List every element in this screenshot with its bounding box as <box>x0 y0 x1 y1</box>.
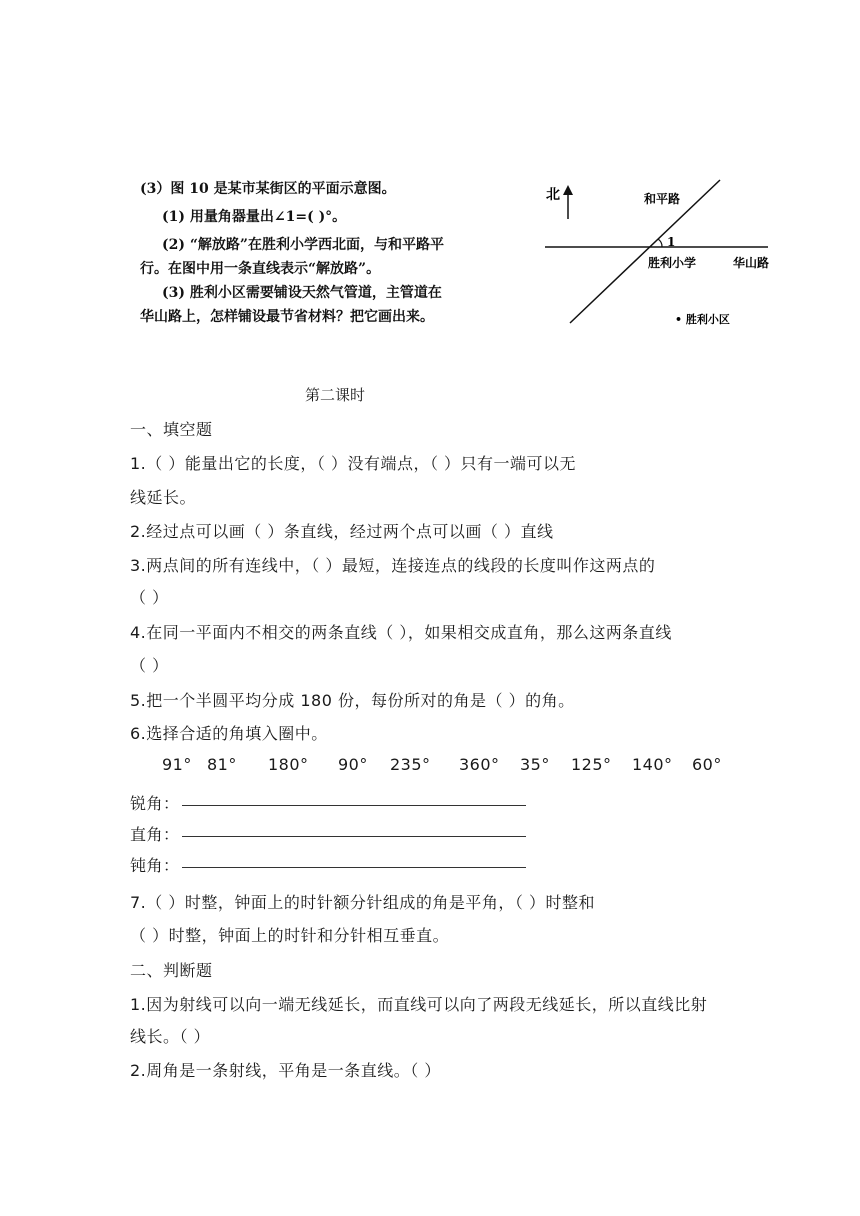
lesson-title: 第二课时 <box>305 386 366 404</box>
obtuse-label: 钝角： <box>130 856 180 875</box>
scan-line-4: 行。在图中用一条直线表示“解放路”。 <box>140 261 381 277</box>
community-label: • 胜利小区 <box>675 313 730 326</box>
huashan-road-label: 华山路 <box>733 256 770 270</box>
s1-q4-line2: （ ） <box>130 656 169 675</box>
scan-line-3: (2) “解放路”在胜利小学西北面，与和平路平 <box>162 237 444 253</box>
s1-q2: 2.经过点可以画（ ）条直线，经过两个点可以画（ ）直线 <box>130 522 554 541</box>
acute-label: 锐角： <box>130 794 180 813</box>
road-heping-label: 和平路 <box>644 192 681 206</box>
right-answer-blank[interactable] <box>182 835 526 837</box>
s1-q1-line1: 1.（ ）能量出它的长度，（ ）没有端点，（ ）只有一端可以无 <box>130 454 577 473</box>
school-label: 胜利小学 <box>648 256 697 270</box>
angle-option: 91° <box>162 755 192 774</box>
angle-option: 360° <box>459 755 500 774</box>
s2-q1-line1: 1.因为射线可以向一端无线延长，而直线可以向了两段无线延长，所以直线比射 <box>130 995 708 1014</box>
s1-q6: 6.选择合适的角填入圈中。 <box>130 724 328 743</box>
angle-option: 235° <box>390 755 431 774</box>
s1-q5: 5.把一个半圆平均分成 180 份，每份所对的角是（ ）的角。 <box>130 691 575 710</box>
s1-q3-line2: （ ） <box>130 588 169 607</box>
scan-line-5: (3) 胜利小区需要铺设天然气管道，主管道在 <box>162 285 442 301</box>
s1-q7-line2: （ ）时整，钟面上的时针和分针相互垂直。 <box>130 926 450 945</box>
angle-option: 140° <box>632 755 673 774</box>
scan-line-2: (1) 用量角器量出∠1=( )°。 <box>162 209 347 225</box>
right-label: 直角： <box>130 825 180 844</box>
north-arrow-icon <box>563 185 573 195</box>
scan-line-6: 华山路上，怎样铺设最节省材料？把它画出来。 <box>140 309 434 325</box>
obtuse-answer-blank[interactable] <box>182 866 526 868</box>
acute-answer-blank[interactable] <box>182 804 526 806</box>
angle-option: 180° <box>268 755 309 774</box>
obtuse-answer-row <box>130 853 526 876</box>
section1-heading: 一、填空题 <box>130 420 213 439</box>
acute-answer-row <box>130 791 526 814</box>
angle-option: 81° <box>207 755 237 774</box>
s2-q2: 2.周角是一条射线，平角是一条直线。（ ） <box>130 1061 441 1080</box>
angle-option: 90° <box>338 755 368 774</box>
scan-line-1: (3）图 10 是某市某街区的平面示意图。 <box>140 181 396 197</box>
section2-heading: 二、判断题 <box>130 961 213 980</box>
s1-q1-line2: 线延长。 <box>130 488 197 507</box>
s2-q1-line2: 线长。（ ） <box>130 1027 211 1046</box>
angle-arc <box>658 239 662 247</box>
s1-q3-line1: 3.两点间的所有连线中，（ ）最短，连接连点的线段的长度叫作这两点的 <box>130 556 656 575</box>
angle-label: 1 <box>667 235 676 249</box>
s1-q4-line1: 4.在同一平面内不相交的两条直线（ ），如果相交成直角，那么这两条直线 <box>130 623 672 642</box>
angle-option: 35° <box>520 755 550 774</box>
s1-q7-line1: 7.（ ）时整，钟面上的时针额分针组成的角是平角，（ ）时整和 <box>130 893 595 912</box>
angle-option: 60° <box>692 755 722 774</box>
north-label: 北 <box>546 187 560 203</box>
angle-option: 125° <box>571 755 612 774</box>
street-map-diagram <box>530 175 790 335</box>
right-answer-row <box>130 822 526 845</box>
